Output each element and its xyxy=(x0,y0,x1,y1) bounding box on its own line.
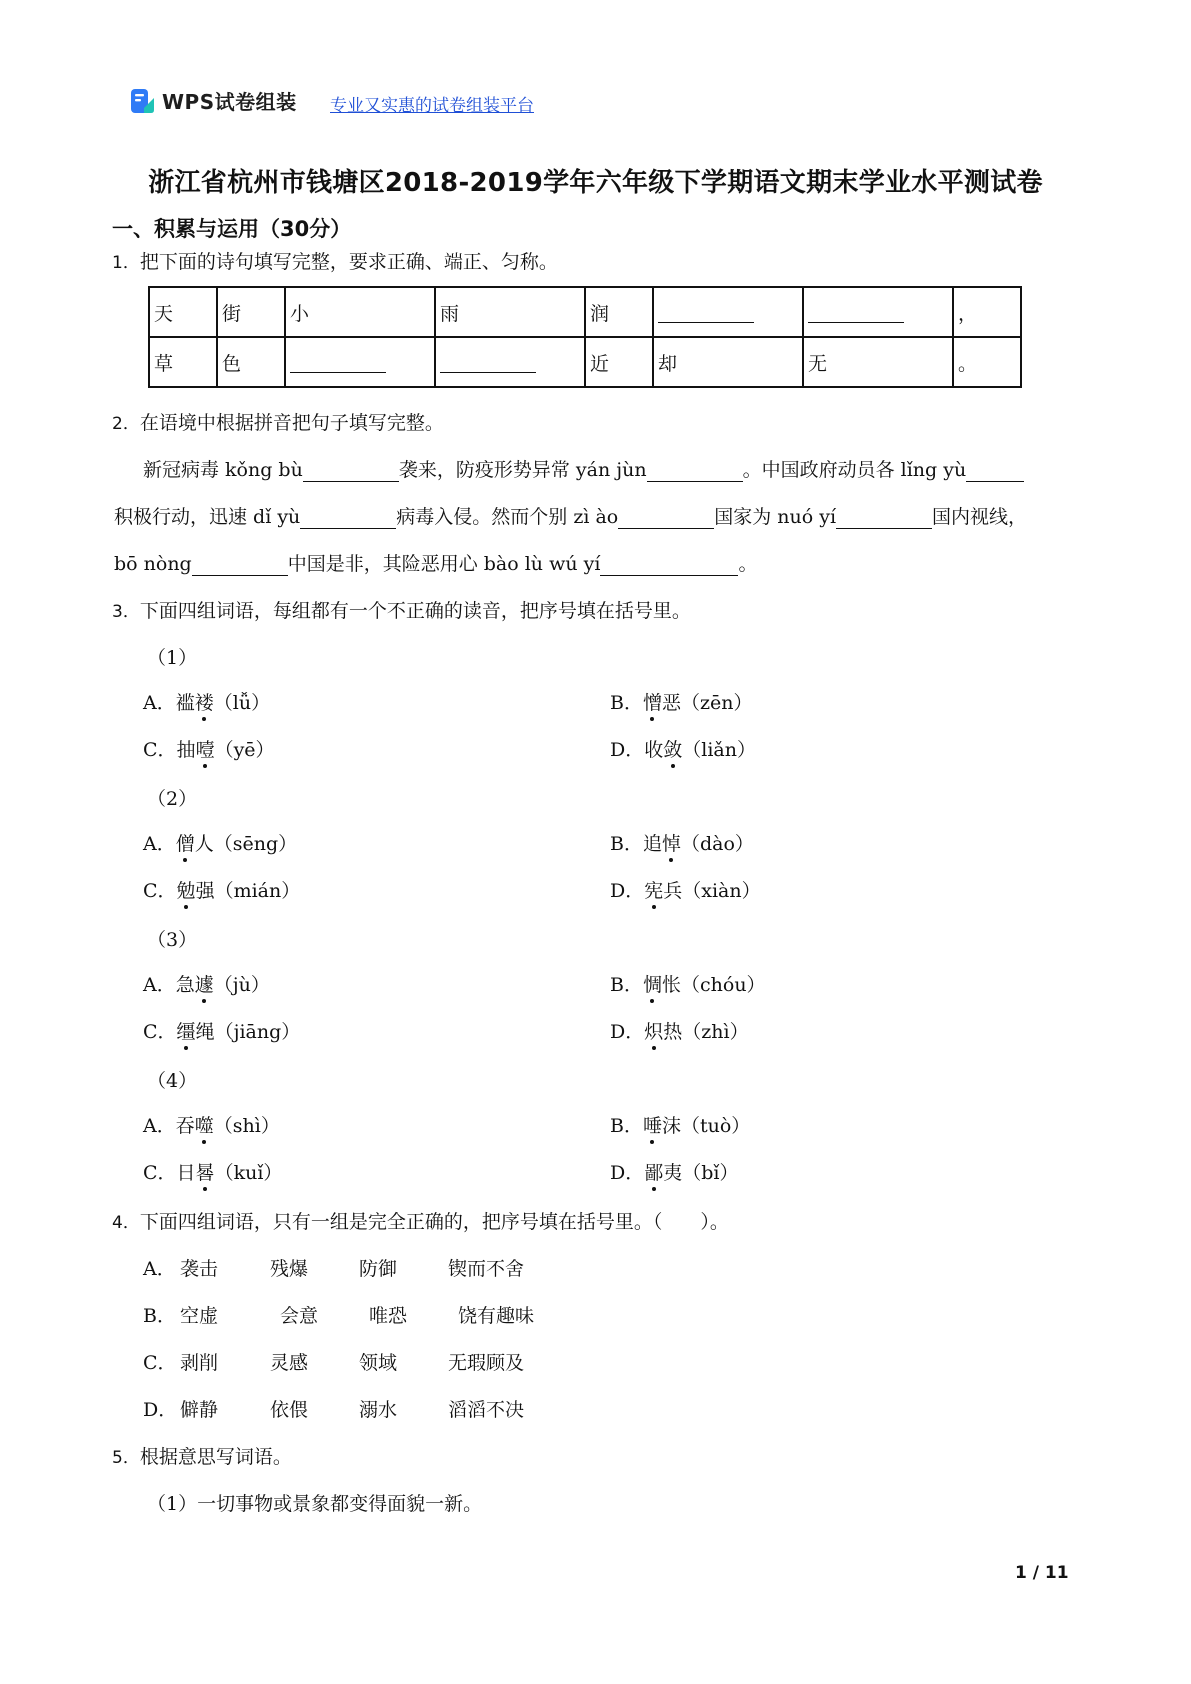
option-word: 日 xyxy=(176,1162,196,1184)
option-c[interactable] xyxy=(143,735,275,762)
option-key: C． xyxy=(143,1352,177,1374)
option-key: C． xyxy=(143,880,177,902)
option-word: 残爆 xyxy=(270,1258,309,1280)
option-d[interactable] xyxy=(143,1395,525,1422)
option-word: 灵感 xyxy=(270,1352,309,1374)
option-d[interactable] xyxy=(610,876,761,903)
group-label: （4） xyxy=(147,1070,198,1092)
option-d[interactable] xyxy=(610,1158,739,1185)
question-text: 在语境中根据拼音把句子填写完整。 xyxy=(139,412,444,434)
pinyin: （xiàn） xyxy=(682,880,761,902)
option-key: A． xyxy=(143,1115,176,1137)
question-number: 2． xyxy=(112,414,140,434)
q2-line-2 xyxy=(114,502,1027,529)
pinyin: （zēn） xyxy=(681,692,753,714)
q2-line-3 xyxy=(114,549,757,576)
question-4 xyxy=(112,1207,729,1234)
fill-cell[interactable] xyxy=(803,287,953,337)
dotted-char: 晷 xyxy=(195,1162,215,1184)
dotted-char: 噎 xyxy=(195,739,215,761)
q2-line-1 xyxy=(143,455,1024,482)
answer-blank[interactable] xyxy=(300,508,396,529)
option-word: 会意 xyxy=(280,1305,319,1327)
fill-cell[interactable] xyxy=(435,337,585,387)
answer-blank[interactable] xyxy=(192,555,288,576)
option-word: 剥削 xyxy=(180,1352,219,1374)
q2-text: 病毒入侵。然而个别 zì ào xyxy=(396,506,619,528)
option-key: B． xyxy=(610,692,643,714)
slogan-link[interactable]: 专业又实惠的试卷组装平台 xyxy=(330,96,534,116)
answer-blank[interactable] xyxy=(836,508,932,529)
answer-blank[interactable] xyxy=(647,461,743,482)
option-word: 急 xyxy=(175,974,195,996)
table-row xyxy=(149,287,1021,337)
q5-item-1: （1）一切事物或景象都变得面貌一新。 xyxy=(147,1493,483,1515)
option-word: 依偎 xyxy=(270,1399,309,1421)
option-b[interactable] xyxy=(610,970,766,997)
question-text: 把下面的诗句填写完整，要求正确、端正、匀称。 xyxy=(139,251,558,273)
option-b[interactable] xyxy=(610,829,754,856)
option-key: C． xyxy=(143,739,177,761)
fill-cell[interactable] xyxy=(285,337,435,387)
question-number: 3． xyxy=(112,602,140,622)
option-word: 褴 xyxy=(175,692,195,714)
option-c[interactable] xyxy=(143,1017,300,1044)
question-5 xyxy=(112,1442,292,1469)
pinyin: （dào） xyxy=(681,833,754,855)
table-cell: ， xyxy=(953,287,1021,337)
dotted-char: 唾 xyxy=(642,1115,662,1137)
dotted-char: 宪 xyxy=(644,880,664,902)
option-key: D． xyxy=(610,739,645,761)
blank-line xyxy=(440,352,536,373)
option-b[interactable] xyxy=(143,1301,535,1328)
option-key: B． xyxy=(610,1115,643,1137)
table-cell: 天 xyxy=(149,287,217,337)
option-b[interactable] xyxy=(610,688,753,715)
q2-text: 积极行动，迅速 dǐ yù xyxy=(114,506,301,528)
option-word: 沫 xyxy=(661,1115,681,1137)
wps-logo-icon xyxy=(130,88,156,114)
question-number: 4． xyxy=(112,1213,140,1233)
option-word: 溺水 xyxy=(359,1399,398,1421)
option-word: 袭击 xyxy=(180,1258,219,1280)
option-b[interactable] xyxy=(610,1111,750,1138)
dotted-char: 惆 xyxy=(642,974,662,996)
question-number: 5． xyxy=(112,1448,140,1468)
dotted-char: 炽 xyxy=(644,1021,664,1043)
q2-text: bō nòng xyxy=(114,553,192,575)
option-word: 恶 xyxy=(661,692,681,714)
option-word: 僻静 xyxy=(180,1399,219,1421)
q2-text: 。 xyxy=(738,553,758,575)
dotted-char: 敛 xyxy=(663,739,683,761)
option-word: 无瑕顾及 xyxy=(448,1352,525,1374)
q2-text: 新冠病毒 kǒng bù xyxy=(143,459,303,481)
table-cell: 却 xyxy=(653,337,803,387)
table-cell: 街 xyxy=(217,287,285,337)
table-cell: 润 xyxy=(585,287,653,337)
option-key: C． xyxy=(143,1162,177,1184)
option-word: 滔滔不决 xyxy=(448,1399,525,1421)
pinyin: （tuò） xyxy=(681,1115,751,1137)
question-text: 根据意思写词语。 xyxy=(139,1446,292,1468)
dotted-char: 勉 xyxy=(176,880,196,902)
question-text: 下面四组词语，只有一组是完全正确的，把序号填在括号里。（ ）。 xyxy=(139,1211,729,1233)
option-word: 追 xyxy=(642,833,662,855)
dotted-char: 噬 xyxy=(194,1115,214,1137)
table-cell: 雨 xyxy=(435,287,585,337)
option-d[interactable] xyxy=(610,735,756,762)
option-a[interactable] xyxy=(143,1111,280,1138)
option-c[interactable] xyxy=(143,876,300,903)
option-key: D． xyxy=(610,1162,645,1184)
option-key: C． xyxy=(143,1021,177,1043)
option-key: D． xyxy=(143,1399,178,1421)
q2-text: 国家为 nuó yí xyxy=(714,506,837,528)
option-word: 兵 xyxy=(663,880,683,902)
pinyin: （kuǐ） xyxy=(214,1162,283,1184)
q2-text: 袭来，防疫形势异常 yán jùn xyxy=(398,459,647,481)
answer-blank[interactable] xyxy=(618,508,714,529)
option-word: 绳 xyxy=(195,1021,215,1043)
group-label: （3） xyxy=(147,929,198,951)
option-word: 热 xyxy=(663,1021,683,1043)
pinyin: （bǐ） xyxy=(682,1162,739,1184)
pinyin: （jiāng） xyxy=(214,1021,301,1043)
dotted-char: 僧 xyxy=(175,833,195,855)
option-a[interactable] xyxy=(143,970,270,997)
option-key: D． xyxy=(610,880,645,902)
table-cell: 无 xyxy=(803,337,953,387)
table-cell: 色 xyxy=(217,337,285,387)
table-cell: 。 xyxy=(953,337,1021,387)
table-cell: 草 xyxy=(149,337,217,387)
dotted-char: 遽 xyxy=(194,974,214,996)
pinyin: （lǚ） xyxy=(213,692,271,714)
answer-blank[interactable] xyxy=(966,461,1024,482)
logo-text: WPS试卷组装 xyxy=(162,90,297,114)
fill-cell[interactable] xyxy=(653,287,803,337)
pinyin: （mián） xyxy=(214,880,301,902)
answer-blank[interactable] xyxy=(600,555,738,576)
question-3 xyxy=(112,596,691,623)
dotted-char: 悼 xyxy=(661,833,681,855)
option-word: 唯恐 xyxy=(369,1305,408,1327)
option-word: 防御 xyxy=(359,1258,398,1280)
table-cell: 小 xyxy=(285,287,435,337)
dotted-char: 缰 xyxy=(176,1021,196,1043)
answer-blank[interactable] xyxy=(303,461,399,482)
dotted-char: 憎 xyxy=(642,692,662,714)
option-word: 锲而不舍 xyxy=(448,1258,525,1280)
section-heading: 一、积累与运用（30分） xyxy=(112,217,352,241)
option-key: A． xyxy=(143,974,176,996)
blank-line xyxy=(658,302,754,323)
question-2 xyxy=(112,408,444,435)
wps-logo xyxy=(130,86,297,115)
dotted-char: 鄙 xyxy=(644,1162,664,1184)
option-word: 抽 xyxy=(176,739,196,761)
option-key: B． xyxy=(610,833,643,855)
table-row xyxy=(149,337,1021,387)
question-1 xyxy=(112,247,558,274)
option-key: D． xyxy=(610,1021,645,1043)
dotted-char: 褛 xyxy=(194,692,214,714)
group-label: （2） xyxy=(147,788,198,810)
blank-line xyxy=(290,352,386,373)
q2-text: 国内视线， xyxy=(932,506,1028,528)
pinyin: （chóu） xyxy=(681,974,766,996)
option-a[interactable] xyxy=(143,829,297,856)
option-word: 领域 xyxy=(359,1352,398,1374)
option-key: A． xyxy=(143,1258,176,1280)
option-word: 空虚 xyxy=(180,1305,219,1327)
pinyin: （shì） xyxy=(213,1115,280,1137)
option-a[interactable] xyxy=(143,1254,525,1281)
pinyin: （sēng） xyxy=(213,833,298,855)
option-key: B． xyxy=(610,974,643,996)
option-word: 夷 xyxy=(663,1162,683,1184)
table-cell: 近 xyxy=(585,337,653,387)
option-c[interactable] xyxy=(143,1158,282,1185)
option-word: 饶有趣味 xyxy=(458,1305,535,1327)
option-word: 人 xyxy=(194,833,214,855)
q2-text: 中国是非，其险恶用心 bào lù wú yí xyxy=(287,553,601,575)
option-word: 强 xyxy=(195,880,215,902)
pinyin: （liǎn） xyxy=(682,739,756,761)
q2-text: 。中国政府动员各 lǐng yù xyxy=(742,459,967,481)
option-d[interactable] xyxy=(610,1017,749,1044)
option-key: B． xyxy=(143,1305,176,1327)
option-key: A． xyxy=(143,833,176,855)
pinyin: （jù） xyxy=(213,974,270,996)
option-key: A． xyxy=(143,692,176,714)
poem-table xyxy=(148,286,1022,388)
option-c[interactable] xyxy=(143,1348,525,1375)
pinyin: （yē） xyxy=(214,739,275,761)
question-number: 1． xyxy=(112,253,140,273)
blank-line xyxy=(808,302,904,323)
group-label: （1） xyxy=(147,647,198,669)
question-text: 下面四组词语，每组都有一个不正确的读音，把序号填在括号里。 xyxy=(139,600,691,622)
exam-title: 浙江省杭州市钱塘区2018-2019学年六年级下学期语文期末学业水平测试卷 xyxy=(148,168,1043,198)
option-word: 怅 xyxy=(661,974,681,996)
pinyin: （zhì） xyxy=(682,1021,749,1043)
option-word: 吞 xyxy=(175,1115,195,1137)
option-a[interactable] xyxy=(143,688,270,715)
option-word: 收 xyxy=(644,739,664,761)
page-number: 1 / 11 xyxy=(1015,1563,1069,1583)
